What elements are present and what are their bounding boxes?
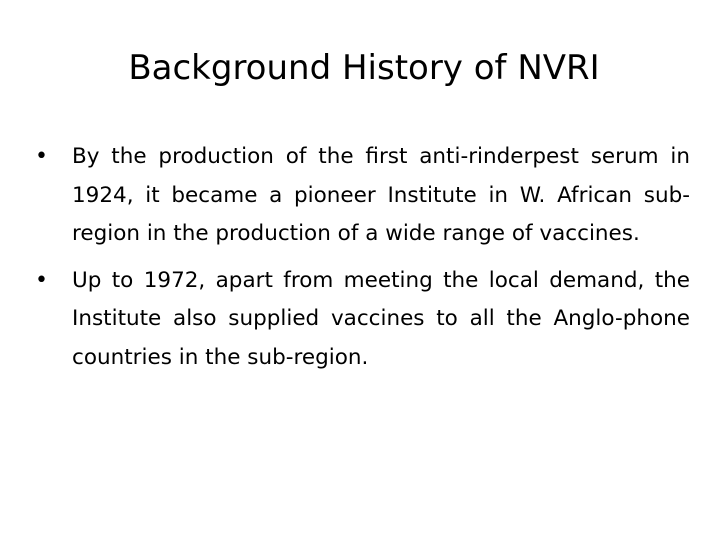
bullet-item bbox=[30, 262, 690, 378]
bullet-item bbox=[30, 138, 690, 254]
slide-title: Background History of NVRI bbox=[128, 48, 600, 88]
bullet-icon: • bbox=[35, 267, 48, 293]
bullet-icon: • bbox=[35, 144, 48, 169]
bullet-list bbox=[30, 138, 690, 385]
bullet-text: By the production of the first anti-rinderpest serum in 1924, it became a pioneer Institute in W. African sub-region in the production of a wide range of vaccines. bbox=[72, 144, 690, 246]
bullet-text: Up to 1972, apart from meeting the local demand, the Institute also supplied vaccines to all the Anglo-phone countries in the sub-region. bbox=[72, 267, 690, 370]
